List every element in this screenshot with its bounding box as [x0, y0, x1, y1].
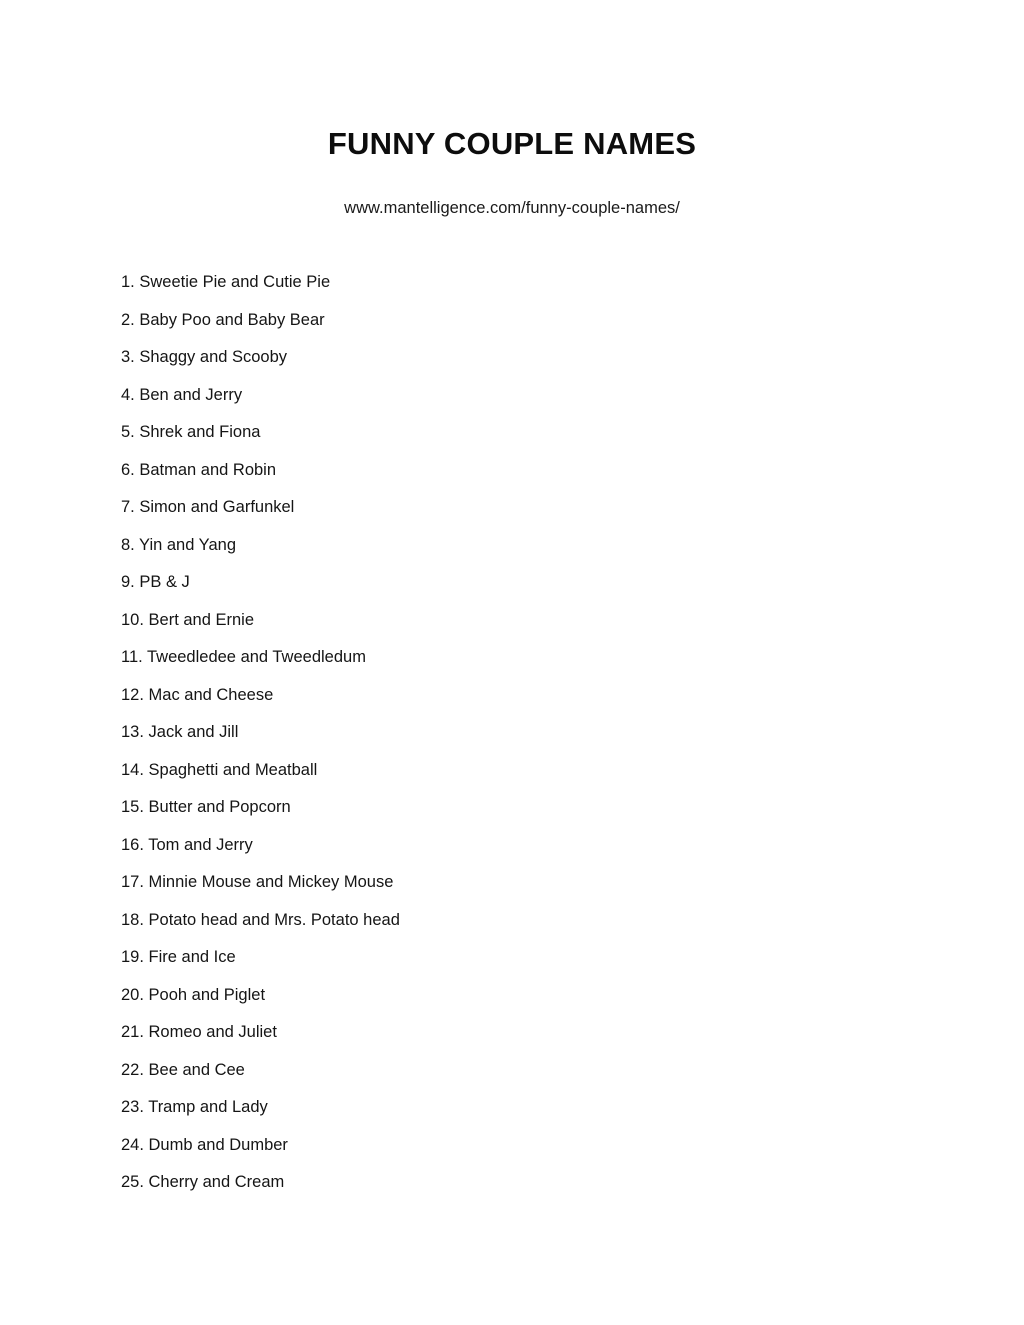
list-item: 14. Spaghetti and Meatball: [121, 760, 318, 779]
list-item: 2. Baby Poo and Baby Bear: [121, 310, 325, 329]
list-item: 23. Tramp and Lady: [121, 1098, 268, 1116]
list-item: 13. Jack and Jill: [121, 723, 239, 741]
list-item: 12. Mac and Cheese: [121, 685, 274, 704]
list-item: 16. Tom and Jerry: [121, 835, 253, 854]
source-url: www.mantelligence.com/funny-couple-names/: [344, 199, 680, 217]
list-item: 20. Pooh and Piglet: [121, 985, 266, 1004]
list-item: 25. Cherry and Cream: [121, 1173, 285, 1191]
list-item: 4. Ben and Jerry: [121, 385, 243, 404]
list-item: 18. Potato head and Mrs. Potato head: [121, 910, 400, 929]
list-item: 5. Shrek and Fiona: [121, 423, 261, 441]
list-item: 19. Fire and Ice: [121, 948, 236, 966]
list-item: 3. Shaggy and Scooby: [121, 348, 288, 366]
list-item: 6. Batman and Robin: [121, 460, 277, 479]
list-item: 9. PB & J: [121, 573, 190, 591]
list-item: 15. Butter and Popcorn: [121, 798, 291, 816]
list-item: 21. Romeo and Juliet: [121, 1023, 277, 1041]
list-item: 8. Yin and Yang: [121, 535, 236, 554]
page-title: FUNNY COUPLE NAMES: [327, 126, 697, 161]
couple-names-list: [121, 270, 400, 1208]
list-item: 24. Dumb and Dumber: [121, 1135, 288, 1154]
list-item: 22. Bee and Cee: [121, 1060, 245, 1079]
list-item: 17. Minnie Mouse and Mickey Mouse: [121, 873, 394, 891]
list-item: 1. Sweetie Pie and Cutie Pie: [121, 273, 331, 291]
list-item: 7. Simon and Garfunkel: [121, 498, 295, 516]
list-item: 10. Bert and Ernie: [121, 610, 254, 629]
list-item: 11. Tweedledee and Tweedledum: [121, 648, 366, 666]
